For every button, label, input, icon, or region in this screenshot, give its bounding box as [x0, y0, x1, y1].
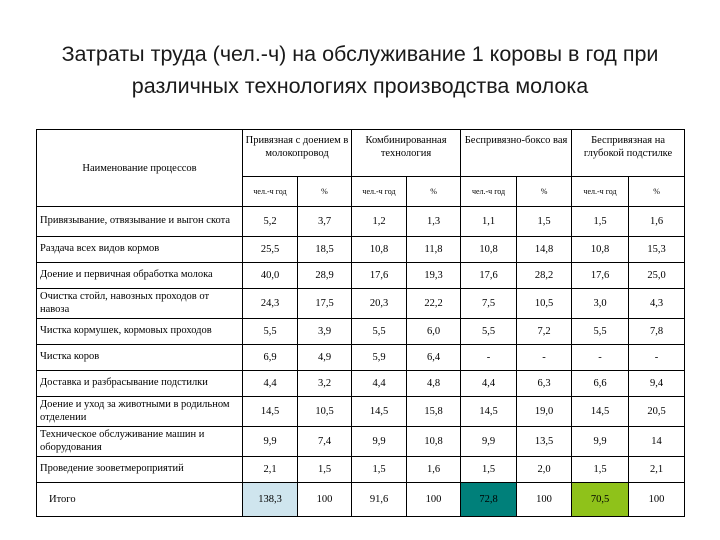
value-cell: 11,8 [407, 237, 461, 263]
value-cell: 3,0 [572, 289, 629, 319]
table-row [37, 345, 685, 371]
process-name: Чистка кормушек, кормовых проходов [37, 319, 243, 345]
value-cell: 1,5 [461, 457, 517, 483]
header-group-2: Комбинированная технология [352, 130, 461, 177]
value-cell: 2,1 [629, 457, 685, 483]
value-cell: 14 [629, 427, 685, 457]
value-cell: 6,4 [407, 345, 461, 371]
unit-label: чел.-ч год [461, 177, 517, 207]
value-cell: 7,2 [517, 319, 572, 345]
value-cell: 4,4 [243, 371, 298, 397]
value-cell: 1,5 [352, 457, 407, 483]
value-cell: 5,9 [352, 345, 407, 371]
value-cell: 4,4 [352, 371, 407, 397]
value-cell: 14,8 [517, 237, 572, 263]
value-cell: 3,2 [298, 371, 352, 397]
header-row-groups [37, 130, 685, 177]
value-cell: 22,2 [407, 289, 461, 319]
value-cell: 20,5 [629, 397, 685, 427]
value-cell: 25,0 [629, 263, 685, 289]
value-cell: 40,0 [243, 263, 298, 289]
value-cell: 10,8 [572, 237, 629, 263]
value-cell: 3,7 [298, 207, 352, 237]
header-group-1: Привязная с доением в молокопровод [243, 130, 352, 177]
value-cell: 13,5 [517, 427, 572, 457]
value-cell: 2,1 [243, 457, 298, 483]
unit-label: чел.-ч год [243, 177, 298, 207]
total-value-cell: 100 [298, 483, 352, 517]
total-row [37, 483, 685, 517]
value-cell: 1,5 [298, 457, 352, 483]
value-cell: 10,8 [407, 427, 461, 457]
process-name: Доение и уход за животными в родильном отделении [37, 397, 243, 427]
total-value-cell: 138,3 [243, 483, 298, 517]
process-name: Чистка коров [37, 345, 243, 371]
value-cell: 14,5 [572, 397, 629, 427]
table-row [37, 289, 685, 319]
value-cell: 5,5 [572, 319, 629, 345]
value-cell: 1,6 [629, 207, 685, 237]
value-cell: 10,5 [517, 289, 572, 319]
value-cell: 14,5 [352, 397, 407, 427]
title-line-2: различных технологиях производства молока [131, 74, 589, 98]
value-cell: 9,9 [243, 427, 298, 457]
value-cell: 9,9 [572, 427, 629, 457]
value-cell: 17,6 [352, 263, 407, 289]
total-value-cell: 91,6 [352, 483, 407, 517]
process-name: Техническое обслуживание машин и оборудования [37, 427, 243, 457]
value-cell: 6,0 [407, 319, 461, 345]
unit-label: % [407, 177, 461, 207]
unit-label: % [298, 177, 352, 207]
unit-label: чел.-ч год [352, 177, 407, 207]
value-cell: 7,4 [298, 427, 352, 457]
value-cell: 20,3 [352, 289, 407, 319]
value-cell: 1,5 [517, 207, 572, 237]
value-cell: 9,9 [461, 427, 517, 457]
value-cell: 17,6 [572, 263, 629, 289]
total-value-cell: 100 [517, 483, 572, 517]
unit-label: % [629, 177, 685, 207]
value-cell: 19,0 [517, 397, 572, 427]
value-cell: 1,6 [407, 457, 461, 483]
total-value-cell: 70,5 [572, 483, 629, 517]
total-value-cell: 100 [407, 483, 461, 517]
value-cell: 6,6 [572, 371, 629, 397]
header-process: Наименование процессов [37, 130, 243, 207]
table-row [37, 427, 685, 457]
value-cell: 9,4 [629, 371, 685, 397]
value-cell: 3,9 [298, 319, 352, 345]
value-cell: 6,3 [517, 371, 572, 397]
value-cell: 5,5 [461, 319, 517, 345]
value-cell: 1,1 [461, 207, 517, 237]
total-value-cell: 72,8 [461, 483, 517, 517]
header-group-4: Беспривязная на глубокой подстилке [572, 130, 685, 177]
value-cell: 14,5 [461, 397, 517, 427]
value-cell: - [629, 345, 685, 371]
value-cell: 14,5 [243, 397, 298, 427]
value-cell: 7,5 [461, 289, 517, 319]
value-cell: 5,2 [243, 207, 298, 237]
value-cell: 24,3 [243, 289, 298, 319]
value-cell: 1,5 [572, 457, 629, 483]
table-row [37, 371, 685, 397]
process-name: Доение и первичная обработка молока [37, 263, 243, 289]
value-cell: 4,3 [629, 289, 685, 319]
value-cell: 28,2 [517, 263, 572, 289]
table-row [37, 237, 685, 263]
process-name: Доставка и разбрасывание подстилки [37, 371, 243, 397]
value-cell: 10,8 [461, 237, 517, 263]
unit-label: % [517, 177, 572, 207]
process-name: Раздача всех видов кормов [37, 237, 243, 263]
header-group-3: Беспривязно-боксо вая [461, 130, 572, 177]
table-row [37, 457, 685, 483]
value-cell: 28,9 [298, 263, 352, 289]
unit-label: чел.-ч год [572, 177, 629, 207]
slide-title [20, 38, 700, 102]
title-line-1: Затраты труда (чел.-ч) на обслуживание 1 коровы в год при [61, 42, 659, 66]
value-cell: 5,5 [352, 319, 407, 345]
value-cell: 4,9 [298, 345, 352, 371]
table-row [37, 263, 685, 289]
value-cell: 10,8 [352, 237, 407, 263]
value-cell: 18,5 [298, 237, 352, 263]
value-cell: - [572, 345, 629, 371]
value-cell: 6,9 [243, 345, 298, 371]
value-cell: 15,8 [407, 397, 461, 427]
value-cell: 25,5 [243, 237, 298, 263]
labor-cost-table [36, 129, 685, 517]
total-value-cell: 100 [629, 483, 685, 517]
value-cell: 5,5 [243, 319, 298, 345]
table-row [37, 397, 685, 427]
process-name: Проведение зооветмероприятий [37, 457, 243, 483]
table-row [37, 319, 685, 345]
value-cell: 4,8 [407, 371, 461, 397]
value-cell: 17,6 [461, 263, 517, 289]
process-name: Привязывание, отвязывание и выгон скота [37, 207, 243, 237]
total-label: Итого [37, 483, 243, 517]
value-cell: 1,3 [407, 207, 461, 237]
value-cell: - [461, 345, 517, 371]
value-cell: 1,5 [572, 207, 629, 237]
value-cell: 9,9 [352, 427, 407, 457]
process-name: Очистка стойл, навозных проходов от навоза [37, 289, 243, 319]
value-cell: 1,2 [352, 207, 407, 237]
value-cell: 2,0 [517, 457, 572, 483]
value-cell: 17,5 [298, 289, 352, 319]
value-cell: 7,8 [629, 319, 685, 345]
value-cell: - [517, 345, 572, 371]
value-cell: 4,4 [461, 371, 517, 397]
value-cell: 10,5 [298, 397, 352, 427]
value-cell: 19,3 [407, 263, 461, 289]
value-cell: 15,3 [629, 237, 685, 263]
table-row [37, 207, 685, 237]
